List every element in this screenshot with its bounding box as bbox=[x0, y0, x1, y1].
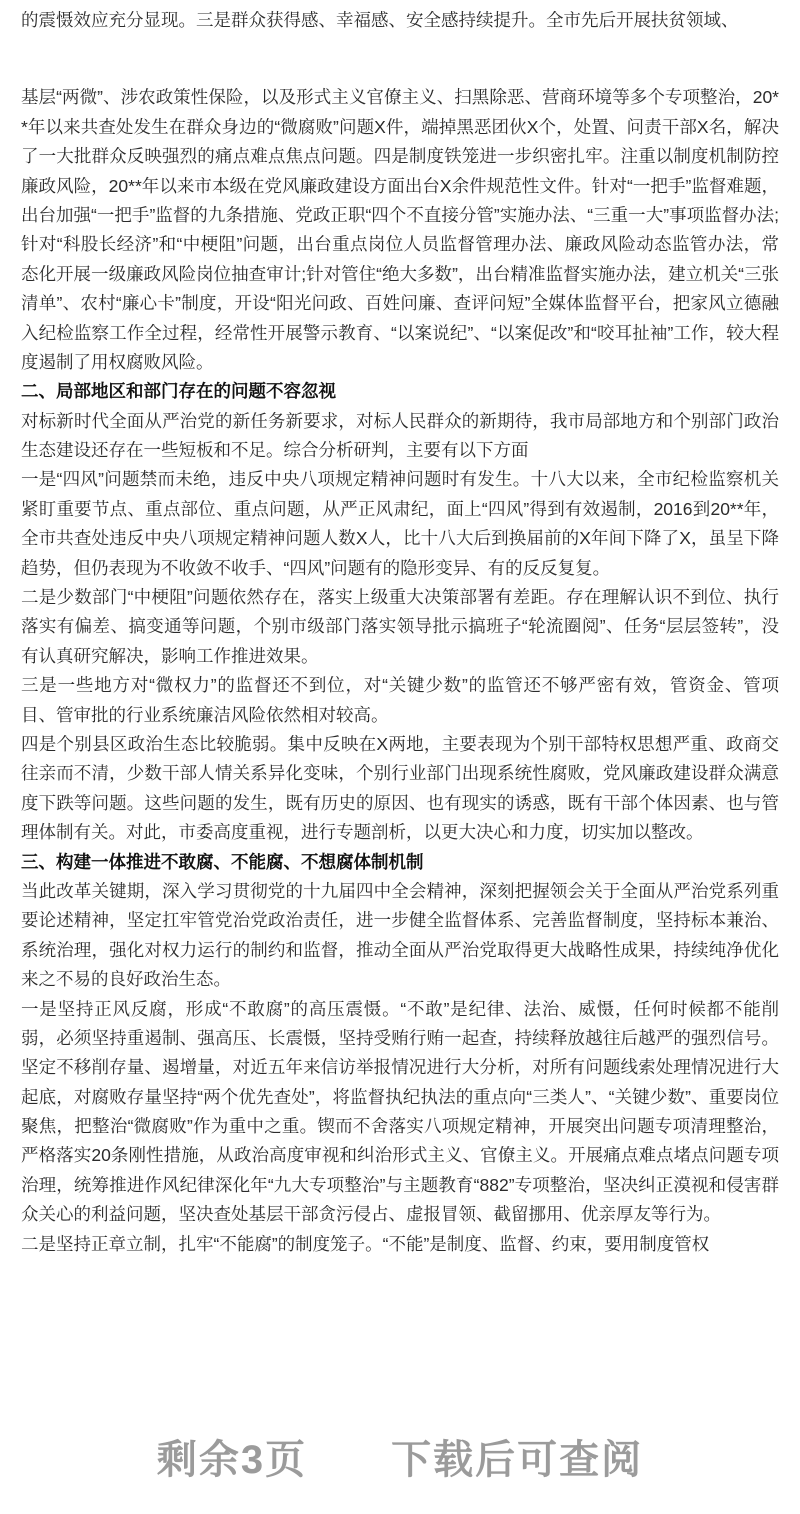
paragraph: 二是少数部门“中梗阻”问题依然存在，落实上级重大决策部署有差距。存在理解认识不到位、执行落实有偏差、搞变通等问题，个别市级部门落实领导批示搞班子“轮流圈阅”、任务“层层签转”，没有认真研究解决，影响工作推进效果。 bbox=[21, 587, 779, 666]
section-heading: 三、构建一体推进不敢腐、不能腐、不想腐体制机制 bbox=[21, 851, 424, 872]
paragraph: 四是个别县区政治生态比较脆弱。集中反映在X两地，主要表现为个别干部特权思想严重、政商交往亲而不清，少数干部人情关系异化变味，个别行业部门出现系统性腐败，党风廉政建设群众满意度下跌等问题。这些问题的发生，既有历史的原因、也有现实的诱惑，既有干部个体因素、也与管理体制有关。对此，市委高度重视，进行专题剖析，以更大决心和力度，切实加以整改。 bbox=[21, 733, 779, 843]
paragraph: 当此改革关键期，深入学习贯彻党的十九届四中全会精神，深刻把握领会关于全面从严治党系列重要论述精神，坚定扛牢管党治党政治责任，进一步健全监督体系、完善监督制度，坚持标本兼治、系统治理，强化对权力运行的制约和监督，推动全面从严治党取得更大战略性成果，持续纯净优化来之不易的良好政治生态。 bbox=[21, 880, 779, 990]
paragraph: 一是坚持正风反腐，形成“不敢腐”的高压震慑。“不敢”是纪律、法治、威慑，任何时候都不能削弱，必须坚持重遏制、强高压、长震慑，坚持受贿行贿一起查，持续释放越往后越严的强烈信号。坚定不移削存量、遏增量，对近五年来信访举报情况进行大分析，对所有问题线索处理情况进行大起底，对腐败存量坚持“两个优先查处”，将监督执纪执法的重点向“三类人”、“关键少数”、重要岗位聚焦，把整治“微腐败”作为重中之重。锲而不舍落实八项规定精神，开展突出问题专项清理整治，严格落实20条刚性措施，从政治高度审视和纠治形式主义、官僚主义。开展痛点难点堵点问题专项治理，统筹推进作风纪律深化年“九大专项整治”与主题教育“882”专项整治，坚决纠正漠视和侵害群众关心的利益问题，坚决查处基层干部贪污侵占、虚报冒领、截留挪用、优亲厚友等行为。 bbox=[21, 998, 779, 1225]
paragraph: 二是坚持正章立制，扎牢“不能腐”的制度笼子。“不能”是制度、监督、约束，要用制度管权 bbox=[21, 1233, 710, 1254]
paragraph: 对标新时代全面从严治党的新任务新要求，对标人民群众的新期待，我市局部地方和个别部门政治生态建设还存在一些短板和不足。综合分析研判，主要有以下方面 bbox=[21, 410, 779, 461]
paragraph: 基层“两微”、涉农政策性保险，以及形式主义官僚主义、扫黑除恶、营商环境等多个专项整治，20**年以来共查处发生在群众身边的“微腐败”问题X件，端掉黑恶团伙X个，处置、问责干部X名，解决了一大批群众反映强烈的痛点难点焦点问题。四是制度铁笼进一步织密扎牢。注重以制度机制防控廉政风险，20**年以来市本级在党风廉政建设方面出台X余件规范性文件。针对“一把手”监督难题，出台加强“一把手”监督的九条措施、党政正职“四个不直接分管”实施办法、“三重一大”事项监督办法;针对“科股长经济”和“中梗阻”问题，出台重点岗位人员监督管理办法、廉政风险动态监管办法，常态化开展一级廉政风险岗位抽查审计;针对管住“绝大多数”，出台精准监督实施办法，建立机关“三张清单”、农村“廉心卡”制度，开设“阳光问政、百姓问廉、查评问短”全媒体监督平台，把家风立德融入纪检监察工作全过程，经常性开展警示教育、“以案说纪”、“以案促改”和“咬耳扯袖”工作，较大程度遏制了用权腐败风险。 bbox=[21, 87, 779, 372]
section-heading: 二、局部地区和部门存在的问题不容忽视 bbox=[21, 381, 336, 402]
paragraph: 的震慑效应充分显现。三是群众获得感、幸福感、安全感持续提升。全市先后开展扶贫领域、 bbox=[21, 10, 739, 30]
remaining-pages-notice: 剩余3页 下载后可查阅 bbox=[156, 1438, 644, 1482]
paragraph: 一是“四风”问题禁而未绝，违反中央八项规定精神问题时有发生。十八大以来，全市纪检监察机关紧盯重要节点、重点部位、重点问题，从严正风肃纪，面上“四风”得到有效遏制，2016到20**年，全市共查处违反中央八项规定精神问题人数X人，比十八大后到换届前的X年间下降了X，虽呈下降趋势，但仍表现为不收敛不收手、“四风”问题有的隐形变异、有的反反复复。 bbox=[21, 469, 779, 578]
paragraph: 三是一些地方对“微权力”的监督还不到位，对“关键少数”的监管还不够严密有效，管资金、管项目、管审批的行业系统廉洁风险依然相对较高。 bbox=[21, 675, 779, 725]
